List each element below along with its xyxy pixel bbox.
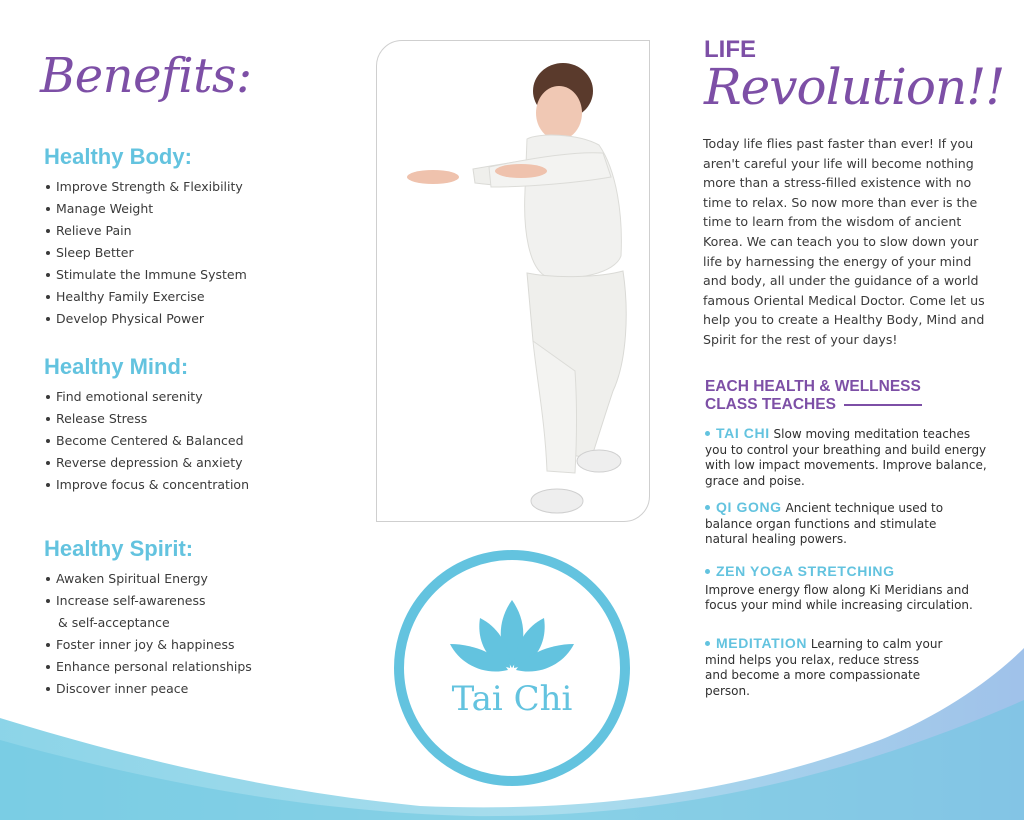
bullet-icon xyxy=(46,439,50,443)
list-item: Foster inner joy & happiness xyxy=(44,634,252,656)
bullet-icon xyxy=(46,461,50,465)
list-item: Stimulate the Immune System xyxy=(44,264,247,286)
classes-heading: EACH HEALTH & WELLNESS CLASS TEACHES xyxy=(705,378,921,413)
section-heading: Healthy Body: xyxy=(44,144,192,169)
list-item: Find emotional serenity xyxy=(44,386,249,408)
bullet-icon xyxy=(46,229,50,233)
bullet-icon xyxy=(46,207,50,211)
logo-text: Tai Chi xyxy=(451,679,573,719)
bullet-icon xyxy=(46,185,50,189)
section-healthy-spirit xyxy=(44,536,252,700)
list-item: Relieve Pain xyxy=(44,220,247,242)
bullet-icon xyxy=(46,483,50,487)
section-healthy-mind xyxy=(44,354,249,496)
bullet-icon xyxy=(705,641,710,646)
bullet-icon xyxy=(705,431,710,436)
list-item: Manage Weight xyxy=(44,198,247,220)
tai-chi-photo xyxy=(376,40,650,522)
class-item-tai-chi: TAI CHI Slow moving meditation teaches you to control your breathing and build energy with low impact movements. Improve balance, grace and poise. xyxy=(705,425,987,488)
list-item: Become Centered & Balanced xyxy=(44,430,249,452)
section-heading: Healthy Spirit: xyxy=(44,536,194,561)
list-item: Awaken Spiritual Energy xyxy=(44,568,252,590)
bullet-icon xyxy=(46,295,50,299)
tai-chi-logo xyxy=(392,548,632,788)
list-item: Increase self-awareness xyxy=(44,590,252,612)
revolution-heading: Revolution!! xyxy=(704,58,1005,116)
section-heading: Healthy Mind: xyxy=(44,354,189,379)
bullet-icon xyxy=(46,317,50,321)
bullet-icon xyxy=(46,395,50,399)
benefits-title: Benefits: xyxy=(40,48,252,104)
life-heading: LIFE xyxy=(704,36,756,63)
bullet-icon xyxy=(46,665,50,669)
bullet-icon xyxy=(46,687,50,691)
list-item: Enhance personal relationships xyxy=(44,656,252,678)
bullet-icon xyxy=(46,273,50,277)
bullet-icon xyxy=(46,417,50,421)
list-item: Improve Strength & Flexibility xyxy=(44,176,247,198)
bullet-icon xyxy=(46,643,50,647)
bullet-icon xyxy=(705,505,710,510)
bullet-icon xyxy=(46,251,50,255)
list-item: Healthy Family Exercise xyxy=(44,286,247,308)
section-healthy-body xyxy=(44,144,247,330)
class-item-qi-gong: QI GONG Ancient technique used to balance organ functions and stimulate natural healing powers. xyxy=(705,499,944,546)
bullet-icon xyxy=(705,569,710,574)
list-item: Sleep Better xyxy=(44,242,247,264)
list-item: Release Stress xyxy=(44,408,249,430)
list-item: Improve focus & concentration xyxy=(44,474,249,496)
bullet-icon xyxy=(46,577,50,581)
class-item-zen-yoga: ZEN YOGA STRETCHING Improve energy flow along Ki Meridians and focus your mind while increasing circulation. xyxy=(705,563,973,612)
bullet-icon xyxy=(46,599,50,603)
heading-rule xyxy=(844,404,922,406)
list-item-continuation: & self-acceptance xyxy=(58,615,170,630)
woman-tai-chi-figure xyxy=(377,41,649,521)
list-item: Discover inner peace xyxy=(44,678,252,700)
class-item-meditation: MEDITATION Learning to calm your mind helps you relax, reduce stress and become a more compassionate person. xyxy=(705,635,943,698)
intro-paragraph: Today life flies past faster than ever! If you aren't careful your life will become nothing more than a stress-filled existence with no time to relax. So now more than ever is the time to learn from the wisdom of ancient Korea. We can teach you to slow down your life by harnessing the energy of your mind and body, all under the guidance of a world famous Oriental Medical Doctor. Come let us help you to create a Healthy Body, Mind and Spirit for the rest of your days! xyxy=(703,136,985,347)
list-item: Develop Physical Power xyxy=(44,308,247,330)
list-item: Reverse depression & anxiety xyxy=(44,452,249,474)
